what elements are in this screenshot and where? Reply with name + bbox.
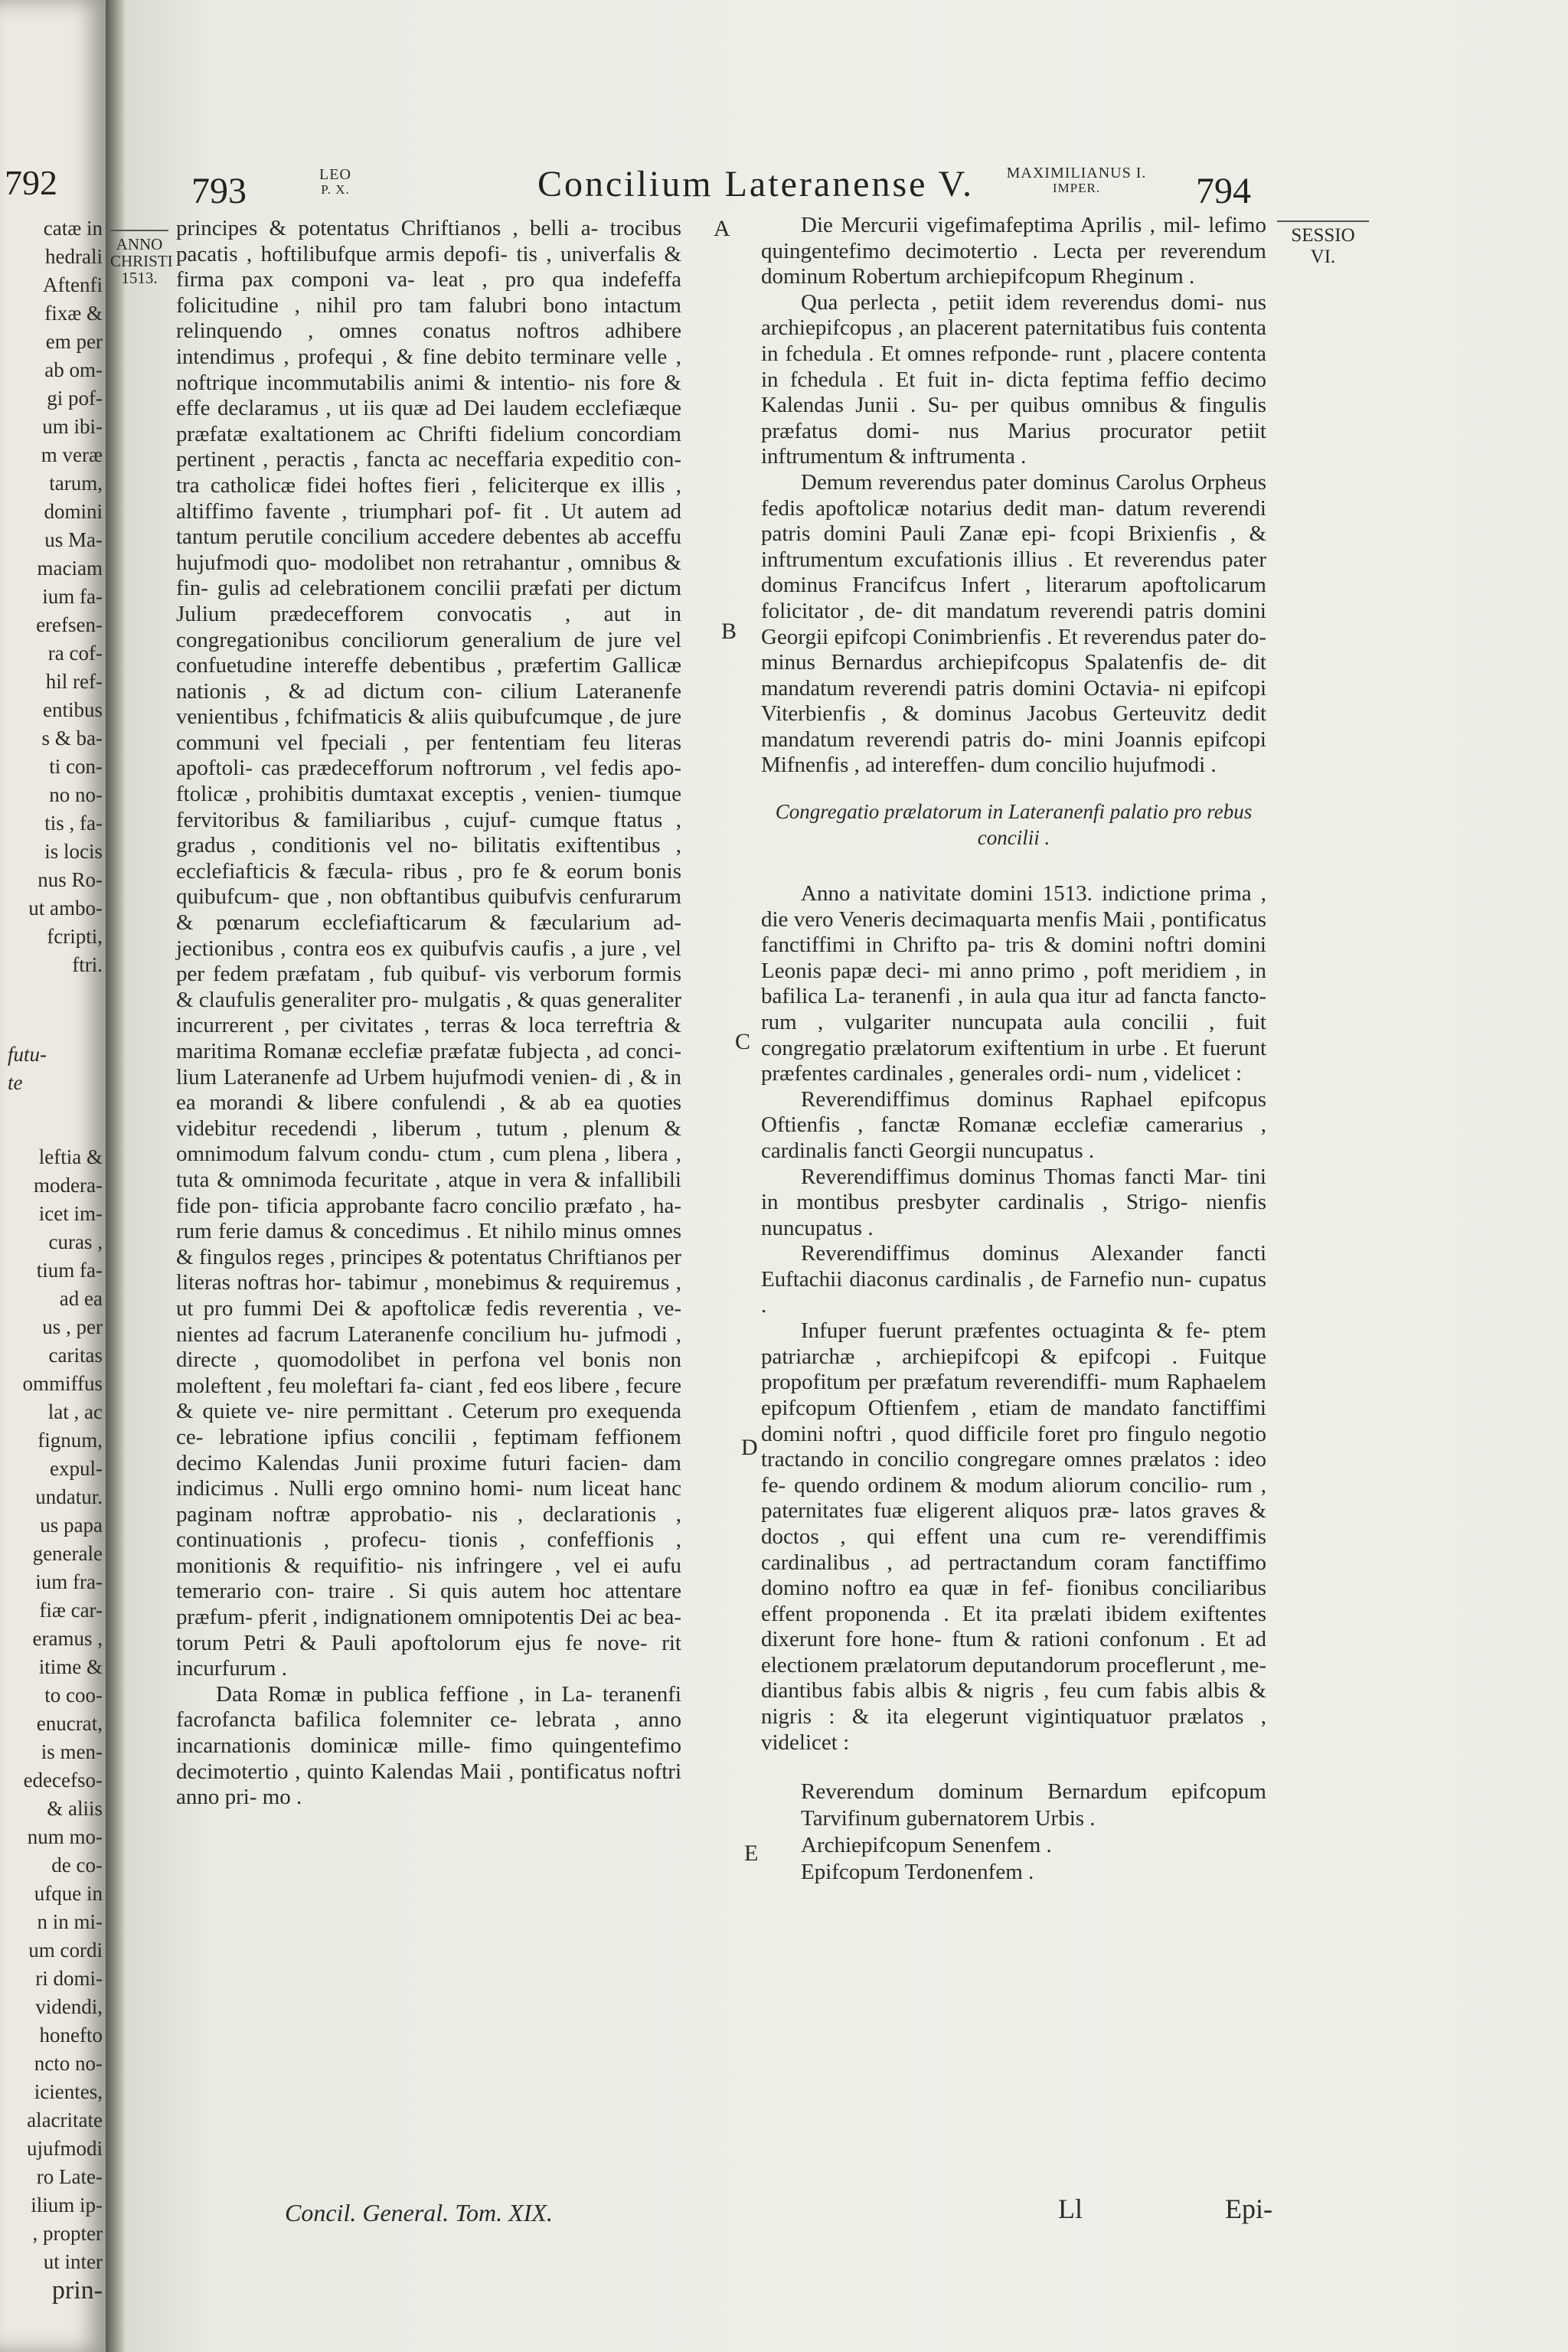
prev-line: honefto	[39, 2024, 103, 2047]
section-caption: Congregatio prælatorum in Lateranenfi palatio pro rebus concilii .	[775, 800, 1253, 850]
pope-name	[312, 167, 358, 198]
anno-line: CHRISTI	[110, 252, 173, 270]
prev-line: ab om-	[44, 358, 103, 381]
prev-line: fignum,	[38, 1429, 103, 1452]
left-page-number: 793	[191, 171, 247, 211]
prev-line: tis , fa-	[44, 812, 103, 835]
prev-line: ut inter	[43, 2250, 103, 2273]
signature-mark: Ll	[1058, 2194, 1083, 2224]
prev-line: ro Late-	[36, 2165, 103, 2188]
prev-line: um ibi-	[42, 415, 103, 438]
right-paragraph: Demum reverendus pater dominus Carolus Orpheus fedis apoftolicæ notarius dedit man- datum reverendi patris domini Pauli Zanæ epi- fcopi Brixienfis , & inftrumentum excufationis illius . Et reverendus pater dominus Francifcus Infert , literarum apoftolicarum folicitator , de- dit mandatum reverendi patris domini Georgii epifcopi Conimbrienfis . Et reverendus pater do- minus Bernardus archiepifcopus Spalatenfis de- dit mandatum reverendi patris domini Octavia- ni epifcopi Viterbienfis , & dominus Jacobus Gerteuvitz dedit mandatum reverendi patris do- mini Joannis epifcopi Mifnenfis , ad intereffen- dum concilio hujufmodi .	[761, 469, 1266, 778]
emperor-name-top: MAXIMILIANUS I.	[1006, 165, 1147, 181]
prev-line: n in mi-	[37, 1910, 103, 1933]
prev-line: is locis	[44, 840, 103, 863]
sessio-line: VI.	[1310, 247, 1336, 267]
prev-line: ut ambo-	[28, 897, 103, 920]
prev-line: to coo-	[44, 1684, 103, 1707]
prev-line: em per	[45, 330, 103, 353]
anno-christi-note	[110, 230, 173, 287]
right-paragraph: Infuper fuerunt præfentes octuaginta & fe- ptem patriarchæ , archiepifcopi & epifcopi . Fuitque propofitum per præfatum reverendiffi- mum Raphaelem epifcopum Oftienfem , etiam de mandato fanctiffimi domini noftri , quod difficile foret pro fingulo negotio tractando in concilio congregare omnes prælatos : ideo fe- quendo ordinem & modum aliorum concilio- rum , paternitates fuæ eligerent aliquos præ- latos graves & doctos , qui effent una cum re- verendiffimis cardinalibus , ad pertractandum coram fanctiffimo domino noftro ea quæ in fef- fionibus conciliaribus effent proponenda . Et ita prælati ibidem exiftentes dixerunt fore hone- ftum & rationi confonum . Et ad electionem prælatorum deputandorum proceflerunt , me- diantibus fabis albis & nigris , feu cum fabis albis & nigris : & ita elegerunt vigintiquatuor prælatos , videlicet :	[761, 1318, 1266, 1755]
prev-line: eramus ,	[32, 1627, 103, 1650]
prev-line: um cordi	[28, 1939, 103, 1962]
previous-page-number: 792	[5, 163, 57, 202]
prev-line: prin-	[51, 2276, 103, 2305]
prev-line: hil ref-	[45, 670, 103, 693]
volume-signature: Concil. General. Tom. XIX.	[285, 2199, 553, 2226]
prev-line: icet im-	[38, 1202, 103, 1225]
prev-line: us , per	[42, 1315, 103, 1338]
prev-line: icientes,	[34, 2080, 103, 2103]
section-letter-e: E	[744, 1841, 759, 1866]
prelate-list-item: Archiepifcopum Senenfem .	[801, 1833, 1052, 1858]
prev-line: expul-	[50, 1457, 103, 1480]
prev-line: is men-	[41, 1740, 103, 1763]
prev-line: ncto no-	[34, 2052, 103, 2075]
prev-line: leftia &	[38, 1145, 103, 1168]
catchword: Epi-	[1225, 2194, 1272, 2224]
prev-line: & aliis	[47, 1797, 103, 1820]
prev-line: ujufmodi	[27, 2137, 103, 2160]
anno-line: ANNO	[116, 235, 163, 253]
prev-line: alacritate	[27, 2109, 103, 2132]
prev-line: videndi,	[35, 1995, 103, 2018]
prev-line: fiæ car-	[39, 1599, 103, 1622]
prev-line: domini	[44, 500, 103, 523]
pope-name-top: LEO	[319, 166, 351, 183]
prev-heading-line: futu-	[8, 1043, 47, 1066]
right-paragraph: Anno a nativitate domini 1513. indictione prima , die vero Veneris decimaquarta menfis Maii , pontificatus fanctiffimi in Chrifto pa- tris & domini noftri domini Leonis papæ deci- mi anno primo , poft meridiem , in bafilica La- teranenfi , in aula qua itur ad fancta fancto- rum , vulgariter nuncupata aula concilii , fuit congregatio prælatorum exiftentium in urbe . Et fuerunt præfentes cardinales , generales ordi- num , videlicet :	[761, 881, 1266, 1086]
right-page-number: 794	[1196, 171, 1251, 211]
prev-line: erefsen-	[36, 613, 103, 636]
emperor-name-bottom: IMPER.	[1052, 181, 1101, 195]
prev-line: catæ in	[43, 217, 103, 240]
prev-line: curas ,	[48, 1230, 103, 1253]
prev-line: m veræ	[41, 443, 103, 466]
prev-line: entibus	[43, 698, 103, 721]
prev-line: ti con-	[49, 755, 103, 778]
emperor-name	[985, 165, 1168, 196]
prev-line: ium fra-	[35, 1570, 103, 1593]
pope-name-bottom: P. X.	[321, 182, 350, 197]
prev-line: undatur.	[35, 1485, 103, 1508]
prelate-list-item: Epifcopum Terdonenfem .	[801, 1860, 1034, 1885]
left-column	[176, 216, 681, 1811]
prev-line: itime &	[38, 1655, 103, 1678]
prev-line: de co-	[51, 1854, 103, 1877]
left-paragraph: Data Romæ in publica feffione , in La- teranenfi facrofancta bafilica folemniter ce- lebrata , anno incarnationis dominicæ mille- fimo quingentefimo decimotertio , quinto Kalendas Maii , pontificatus noftri anno pri- mo .	[176, 1681, 681, 1810]
prev-line: s & ba-	[41, 727, 103, 750]
prev-line: fcripti,	[47, 925, 103, 948]
section-letter-c: C	[735, 1029, 751, 1054]
previous-page-edge	[0, 0, 106, 2352]
prev-line: hedrali	[45, 245, 103, 268]
section-letter-b: B	[721, 619, 737, 644]
sessio-line: SESSIO	[1291, 225, 1355, 246]
prev-line: lat , ac	[47, 1400, 103, 1423]
right-paragraph: Die Mercurii vigefimafeptima Aprilis , mil- lefimo quingentefimo decimotertio . Lecta per reverendum dominum Robertum archiepifcopum Rheginum .	[761, 213, 1266, 289]
prev-line: tarum,	[49, 472, 103, 495]
prev-heading-line: te	[8, 1071, 23, 1094]
right-paragraph: Reverendiffimus dominus Raphael epifcopus Oftienfis , fanctæ Romanæ ecclefiæ camerarius , cardinalis fancti Georgii nuncupatus .	[761, 1086, 1266, 1163]
prev-line: ommiffus	[22, 1372, 103, 1395]
prev-line: ri domi-	[35, 1967, 103, 1990]
right-column	[761, 213, 1266, 1886]
prev-line: ium fa-	[42, 585, 103, 608]
prev-line: fixæ &	[44, 302, 103, 325]
prev-line: us Ma-	[44, 528, 103, 551]
right-paragraph: Reverendiffimus dominus Alexander fancti Euftachii diaconus cardinalis , de Farnefio nun- cupatus .	[761, 1241, 1266, 1318]
prev-line: ilium ip-	[31, 2194, 103, 2216]
left-paragraph: principes & potentatus Chriftianos , belli a- trocibus pacatis , hoftilibufque armis depofi- tis , univerfalis & firma pax componi va- leat , pro qua indefeffa folicitudine , nihil pro tam falubri bono intactum relinquendo , omnes conatus noftros adhibere intendimus , profequi , & fine debito terminare velle , noftrique incommutabilis animi & intentio- nis fore & effe declaramus , ut iis quæ ad Dei laudem ecclefiæque præfatæ exaltationem ac Chrifti fidelium concordiam pertinent , peractis , fancta ac neceffaria expeditio con- tra catholicæ fidei hoftes fieri , feliciterque ex illis , altiffimo favente , triumphari pof- fit . Ut autem ad tantum perutile concilium accedere debentes ab acceffu hujufmodi quo- modolibet non retrahantur , omnibus & fin- gulis ad celebrationem concilii præfati per dictum Julium prædecefforem convocatis , aut in congregationibus conciliorum generalium de jure vel confuetudine intereffe debentibus , præfertim Gallicæ nationis , & ad dictum con- cilium Lateranenfe venientibus , fchifmaticis & aliis quibufcumque , de jure communi vel fpeciali , per fententiam feu literas apoftoli- cas prædecefforum noftrorum , vel fedis apo- ftolicæ , prohibitis dumtaxat exceptis , venien- tiumque fervitoribus & familiaribus , cujuf- cumque ftatus , gradus , conditionis vel no- bilitatis exiftentibus , ecclefiafticis & fæcula- ribus , pro fe & eorum bonis quibufcum- que , non obftantibus quibufvis cenfurarum & pœnarum ecclefiafticarum & fæcularium ad- jectionibus , contra eos ex quibufvis caufis , a jure , vel per fedem præfatam , fub quibuf- vis verborum formis & claufulis generaliter pro- mulgatis , & quas generaliter incurrerent , per civitates , terras & loca terreftria & maritima Romanæ ecclefiæ præfatæ fubjecta , ad conci- lium Lateranenfe ad Urbem hujufmodi venien- di , & in ea morandi & libere confulendi , & ab ea quoties videbitur recedendi , liberum , tutum , plenum & omnimodum falvum condu- ctum , cum plena , libera , tuta & omnimoda fecuritate , atque in vera & infallibili fide pon- tificia approbante facro concilio præfato , ha- rum ferie damus & concedimus . Et nihilo minus omnes & fingulos reges , principes & potentatus Chriftianos per literas noftras hor- tabimur , monebimus & requiremus , ut pro fummi Dei & apoftolicæ fedis reverentia , ve- nientes ad facrum Lateranenfe concilium hu- jufmodi , directe , quomodolibet in perfona vel bonis non moleftent , feu moleftari fa- ciant , fed eos libere , fecure & quiete ve- nire permittant . Ceterum pro exequenda ce- lebratione ipfius concilii , feptimam feffionem decimo Kalendas Junii proxime futuri facien- dam indicimus . Nulli ergo omnino homi- num liceat hanc paginam noftræ approbatio- nis , declarationis , continuationis , profecu- tionis , confeffionis , monitionis & requifitio- nis infringere , vel ei aufu temerario con- traire . Si quis autem hoc attentare præfum- pferit , indignationem omnipotentis Dei ac bea- torum Petri & Pauli apoftolorum ejus fe nove- rit incurfurum .	[176, 216, 681, 1681]
book-page	[110, 0, 1568, 2352]
page-title: Concilium Lateranense V.	[537, 164, 975, 204]
prev-line: , propter	[32, 2222, 103, 2245]
prev-line: modera-	[34, 1174, 103, 1197]
prev-line: Aftenfi	[43, 273, 103, 296]
prev-line: ra cof-	[47, 642, 103, 665]
prev-line: ufque in	[34, 1882, 103, 1905]
prev-line: num mo-	[27, 1825, 103, 1848]
prev-line: gi pof-	[47, 387, 103, 410]
anno-line: 1513.	[121, 269, 158, 287]
prev-line: ftri.	[72, 953, 103, 976]
right-paragraph: Qua perlecta , petiit idem reverendus domi- nus archiepifcopus , an placerent paternitatibus fuis contenta in fchedula . Et omnes refponde- runt , placere contenta in fchedula . Et fuit in- dicta feptima feffio decimo Kalendas Junii . Su- per quibus omnibus & fingulis præfatus domi- nus Marius procurator petiit inftrumentum & inftrumenta .	[761, 289, 1266, 469]
prev-line: ad ea	[59, 1287, 103, 1310]
prev-line: nus Ro-	[38, 868, 103, 891]
prev-line: generale	[32, 1542, 103, 1565]
prev-line: enucrat,	[36, 1712, 103, 1735]
section-letter-a: A	[714, 216, 730, 241]
prev-line: caritas	[48, 1344, 103, 1367]
section-letter-d: D	[741, 1435, 758, 1460]
prev-line: no no-	[49, 783, 103, 806]
prev-line: us papa	[40, 1514, 103, 1537]
prev-line: maciam	[37, 557, 103, 580]
book-gutter	[106, 0, 126, 2352]
prev-line: tium fa-	[36, 1259, 103, 1282]
sessio-note	[1277, 220, 1369, 268]
right-paragraph: Reverendiffimus dominus Thomas fancti Mar- tini in montibus presbyter cardinalis , Strigo- nienfis nuncupatus .	[761, 1164, 1266, 1240]
prev-line: edecefso-	[23, 1769, 103, 1792]
previous-page-text	[3, 214, 103, 2305]
prelate-list-item: Reverendum dominum Bernardum epifcopum Tarvifinum gubernatorem Urbis .	[801, 1779, 1266, 1831]
